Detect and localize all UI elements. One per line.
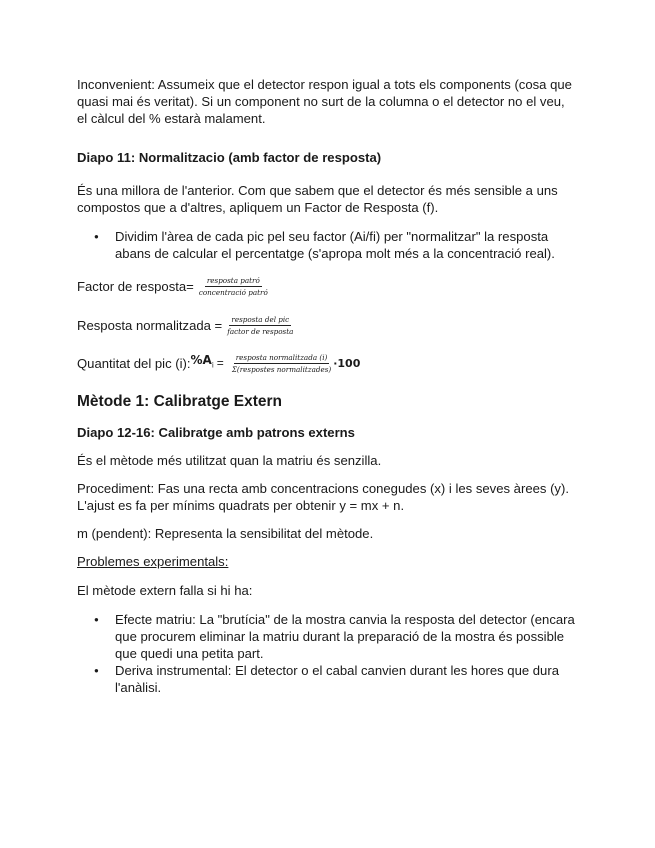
formula-factor-resposta: [77, 276, 577, 297]
metode1-paragraph-1: És el mètode més utilitzat quan la matriu és senzilla.: [77, 453, 382, 469]
fraction-denominator: Σ(respostes normalitzades): [231, 364, 332, 374]
diapo12-heading: Diapo 12-16: Calibratge amb patrons externs: [77, 425, 355, 441]
metode1-paragraph-2: Procediment: Fas una recta amb concentracions conegudes (x) i les seves àrees (y). L'ajust es fa per mínims quadrats per obtenir y = mx + n.: [77, 481, 569, 514]
formula-label: Quantitat del pic (i):: [77, 355, 191, 371]
list-item: ● Dividim l'àrea de cada pic pel seu factor (Ai/fi) per "normalitzar" la resposta abans de calcular el percentatge (s'apropa molt més a la concentració real).: [77, 228, 577, 262]
formula-resposta-normalitzada: [77, 315, 577, 336]
problems-intro: El mètode extern falla si hi ha:: [77, 583, 253, 599]
diapo11-paragraph: És una millora de l'anterior. Com que sabem que el detector és més sensible a uns compostos que a d'altres, apliquem un Factor de Resposta (f).: [77, 183, 558, 215]
formula-lhs-text: %A: [190, 353, 212, 367]
list-item: ● Efecte matriu: La "brutícia" de la mostra canvia la resposta del detector (encara que procurem eliminar la matriu durant la preparació de la mostra és possible que quedi una petita part.: [77, 611, 577, 662]
problems-bullet-list: [77, 611, 577, 696]
problems-title-text: Problemes experimentals:: [77, 554, 229, 570]
metode1-paragraph-3: m (pendent): Representa la sensibilitat del mètode.: [77, 526, 374, 542]
intro-paragraph: Inconvenient: Assumeix que el detector respon igual a tots els components (cosa que quasi mai és veritat). Si un component no surt de la columna o el detector no el veu, el càlcul del % estarà malament.: [77, 77, 572, 126]
fraction-numerator: resposta normalitzada (i): [235, 352, 328, 362]
fraction-denominator: concentració patró: [198, 288, 268, 297]
formula-lhs-subscript: i: [211, 361, 214, 370]
formula-label: Resposta normalitzada =: [77, 318, 223, 333]
list-item: ● Deriva instrumental: El detector o el cabal canvien durant les hores que dura l'anàlisi.: [77, 662, 577, 696]
formula-equals: =: [216, 355, 224, 370]
diapo11-heading: Diapo 11: Normalitzacio (amb factor de resposta): [77, 150, 382, 165]
document-page: [77, 76, 577, 696]
fraction: [230, 353, 333, 374]
fraction: [225, 315, 295, 336]
fraction: [197, 276, 270, 297]
problems-title: [77, 553, 577, 570]
formula-multiplier: ·100: [333, 356, 361, 370]
formula-quantitat-pic: [77, 352, 577, 374]
formula-label: Factor de resposta=: [77, 279, 194, 294]
fraction-denominator: factor de resposta: [227, 327, 294, 336]
fraction-numerator: resposta del pic: [231, 315, 290, 324]
formula-lhs: [191, 352, 214, 374]
diapo11-bullet-list: [77, 228, 577, 262]
fraction-numerator: resposta patró: [206, 276, 260, 285]
metode1-heading: Mètode 1: Calibratge Extern: [77, 393, 282, 411]
